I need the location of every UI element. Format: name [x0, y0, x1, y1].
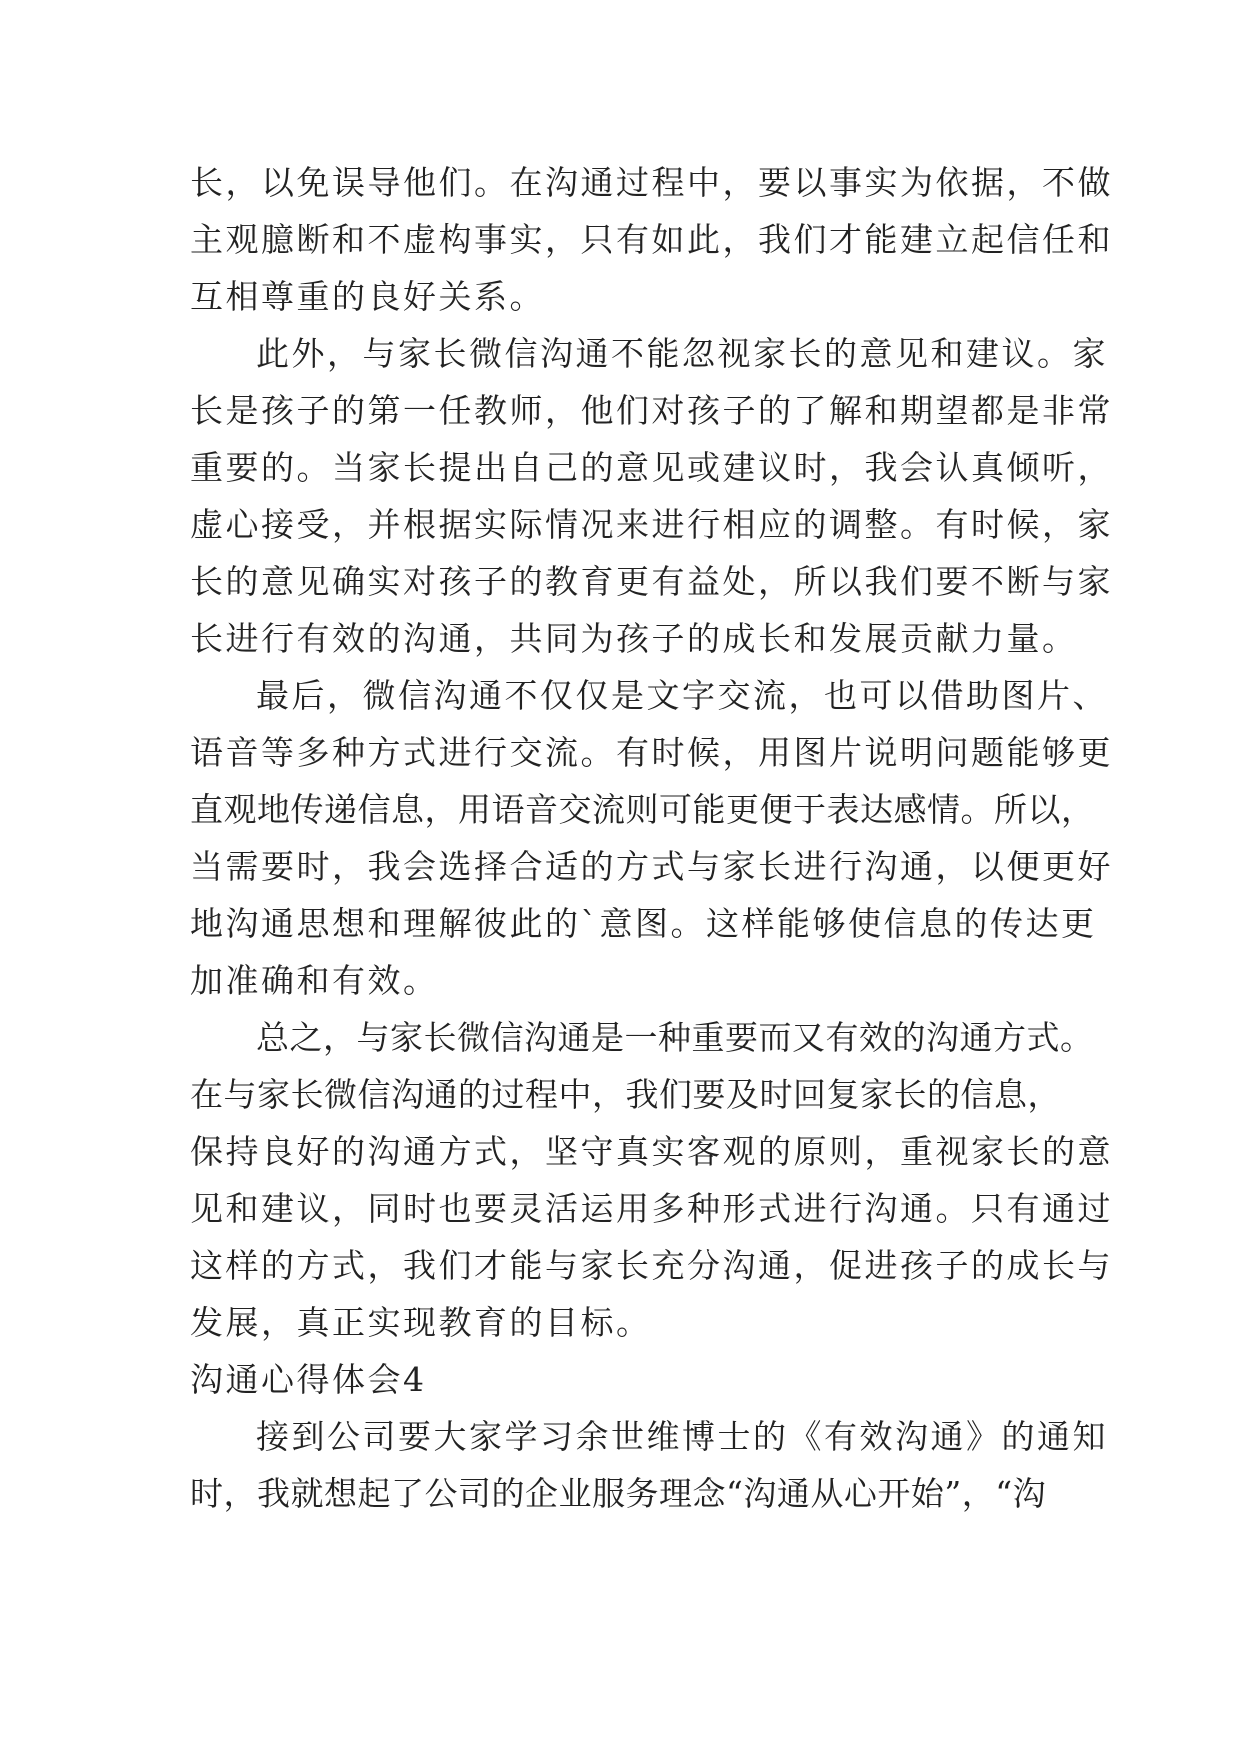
- paragraph-line: 虚心接受，并根据实际情况来进行相应的调整。有时候，家: [190, 505, 1113, 544]
- document-body: [190, 154, 1113, 1522]
- paragraph-line: 加准确和有效。: [190, 961, 439, 1000]
- paragraph-line: 长，以免误导他们。在沟通过程中，要以事实为依据，不做: [190, 163, 1113, 202]
- paragraph-line: 保持良好的沟通方式，坚守真实客观的原则，重视家长的意: [190, 1132, 1113, 1171]
- paragraph-line: 总之，与家长微信沟通是一种重要而又有效的沟通方式。: [256, 1018, 1094, 1057]
- paragraph-line: 长是孩子的第一任教师，他们对孩子的了解和期望都是非常: [190, 391, 1113, 430]
- paragraph-line: 这样的方式，我们才能与家长充分沟通，促进孩子的成长与: [190, 1246, 1113, 1285]
- paragraph-line: 发展，真正实现教育的目标。: [190, 1303, 652, 1342]
- paragraph-line: 在与家长微信沟通的过程中，我们要及时回复家长的信息，: [190, 1075, 1061, 1114]
- paragraph-line: 接到公司要大家学习余世维博士的《有效沟通》的通知: [256, 1417, 1108, 1456]
- paragraph-line: 互相尊重的良好关系。: [190, 277, 545, 316]
- paragraph-line: 语音等多种方式进行交流。有时候，用图片说明问题能够更: [190, 733, 1113, 772]
- paragraph-line: 长进行有效的沟通，共同为孩子的成长和发展贡献力量。: [190, 619, 1078, 658]
- paragraph-line: 地沟通思想和理解彼此的`意图。这样能够使信息的传达更: [190, 904, 1097, 943]
- paragraph-line: 当需要时，我会选择合适的方式与家长进行沟通，以便更好: [190, 847, 1113, 886]
- paragraph-line: 此外，与家长微信沟通不能忽视家长的意见和建议。家: [256, 334, 1108, 373]
- paragraph-line: 长的意见确实对孩子的教育更有益处，所以我们要不断与家: [190, 562, 1113, 601]
- paragraph-line: 最后，微信沟通不仅仅是文字交流，也可以借助图片、: [256, 676, 1108, 715]
- paragraph-line: 主观臆断和不虚构事实，只有如此，我们才能建立起信任和: [190, 220, 1113, 259]
- paragraph-line: 直观地传递信息，用语音交流则可能更便于表达感情。所以，: [190, 790, 1095, 829]
- section-heading: 沟通心得体会4: [190, 1360, 427, 1399]
- paragraph-line: 重要的。当家长提出自己的意见或建议时，我会认真倾听，: [190, 448, 1113, 487]
- paragraph-line: 时，我就想起了公司的企业服务理念“沟通从心开始”，“沟: [190, 1474, 1047, 1513]
- paragraph-line: 见和建议，同时也要灵活运用多种形式进行沟通。只有通过: [190, 1189, 1113, 1228]
